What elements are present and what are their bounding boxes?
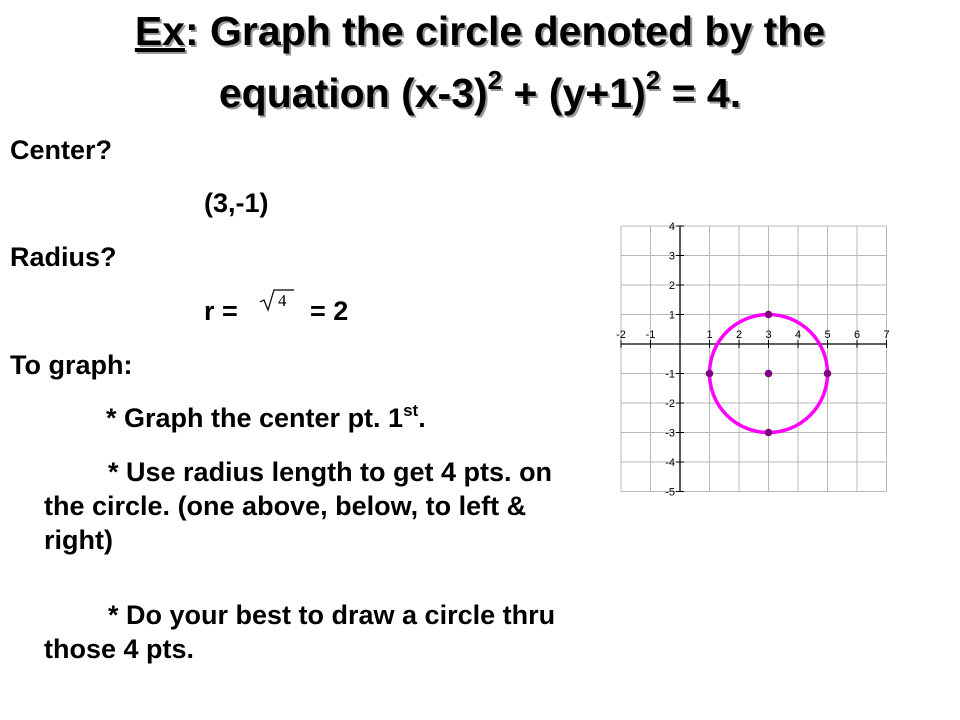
graph-point <box>824 370 832 378</box>
center-answer: (3,-1) <box>204 188 269 218</box>
step-1-end: . <box>418 403 426 433</box>
x-tick-label: 7 <box>883 329 890 341</box>
graph-point <box>765 429 773 437</box>
title-equation-part-a: equation (x-3) <box>218 70 488 116</box>
title-exponent-2: 2 <box>645 65 661 95</box>
coordinate-graph <box>600 214 900 504</box>
radius-lhs: r = <box>204 296 238 326</box>
graph-point <box>706 370 714 378</box>
y-tick-label: -5 <box>665 486 675 499</box>
x-tick-label: 6 <box>853 329 861 341</box>
to-graph-heading: To graph: <box>10 350 133 380</box>
step-1 <box>106 401 426 435</box>
graph-tick-labels <box>616 221 889 499</box>
x-tick-label: 5 <box>824 329 831 341</box>
title-line1-rest: : Graph the circle denoted by the <box>184 8 826 54</box>
center-question: Center? <box>10 135 113 165</box>
graph-point <box>765 311 773 319</box>
step-1-text: * Graph the center pt. 1 <box>106 403 404 433</box>
y-tick-label: -1 <box>665 368 675 381</box>
y-tick-label: 1 <box>668 309 675 322</box>
radius-rhs: = 2 <box>310 296 349 326</box>
y-tick-label: -4 <box>665 457 675 469</box>
slide-title-line-2 <box>0 65 960 116</box>
title-ex: Ex <box>134 8 185 54</box>
title-equation-part-c: = 4. <box>660 70 742 116</box>
x-tick-label: 4 <box>794 329 802 341</box>
square-root-symbol <box>258 286 304 318</box>
step-1-superscript: st <box>403 401 419 420</box>
graph-grid <box>621 226 890 492</box>
step-3: * Do your best to draw a circle thru those 4 pts. <box>44 600 556 664</box>
x-tick-label: -1 <box>645 329 656 341</box>
y-tick-label: 2 <box>668 280 675 292</box>
y-tick-label: -2 <box>665 398 675 410</box>
y-tick-label: -3 <box>665 427 675 440</box>
radius-sqrt-value: 4 <box>278 291 287 310</box>
title-exponent-1: 2 <box>487 65 503 95</box>
y-tick-label: 4 <box>668 221 675 233</box>
title-equation-part-b: + (y+1) <box>502 70 646 116</box>
slide-title-line-1 <box>0 8 960 54</box>
x-tick-label: 3 <box>765 329 772 341</box>
radius-question: Radius? <box>10 242 117 272</box>
x-tick-label: 2 <box>735 329 743 341</box>
graph-point <box>765 370 773 378</box>
y-tick-label: 3 <box>668 250 675 263</box>
x-tick-label: 1 <box>706 329 713 341</box>
x-tick-label: -2 <box>616 329 626 341</box>
step-2: * Use radius length to get 4 pts. on the circle. (one above, below, to left & right) <box>44 457 553 555</box>
graph-axes <box>621 226 890 492</box>
